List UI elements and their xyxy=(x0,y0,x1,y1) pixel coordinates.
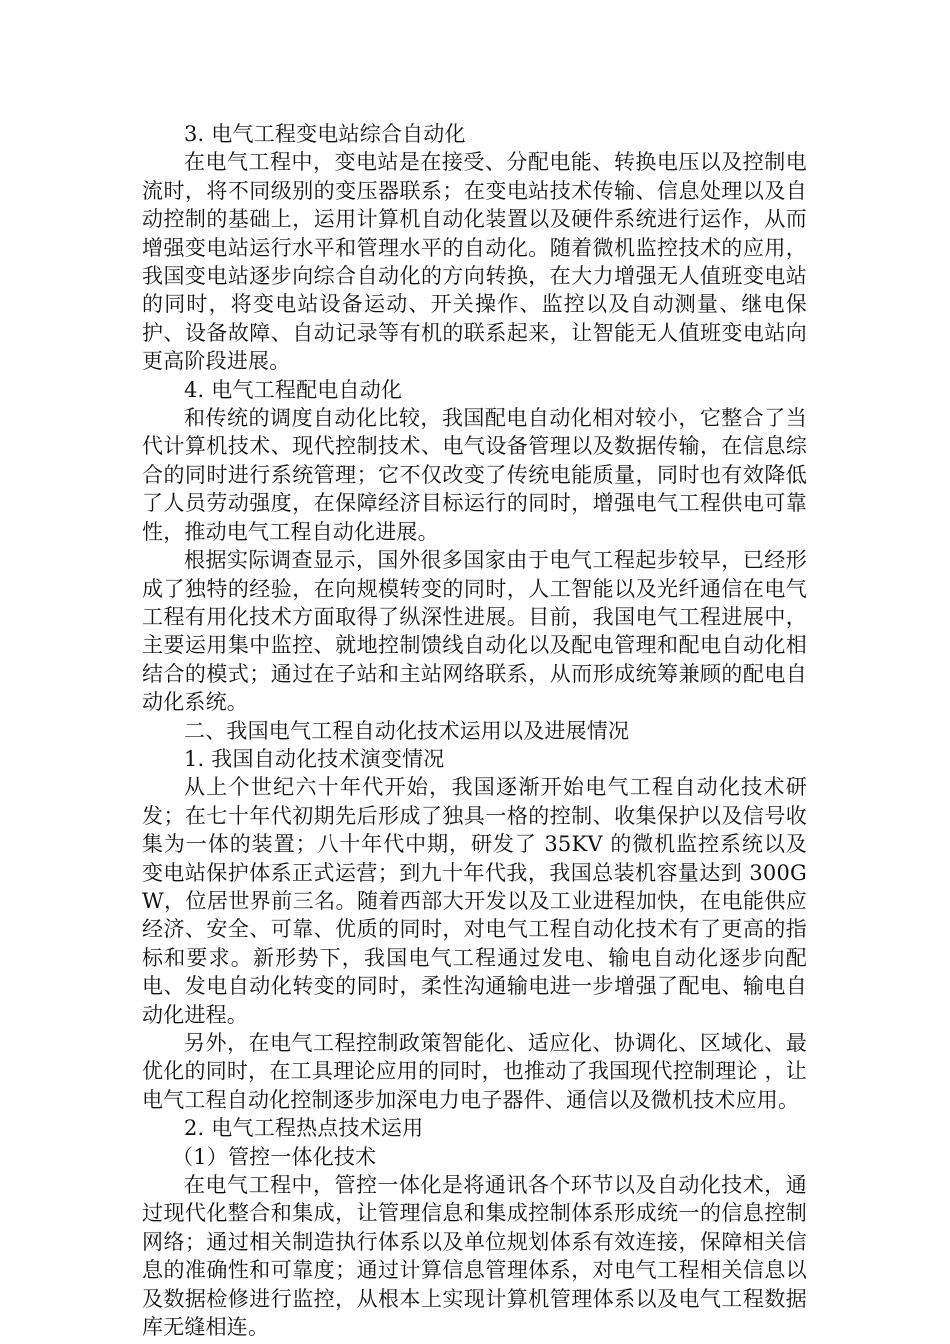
paragraph-evolution-history: 从上个世纪六十年代开始，我国逐渐开始电气工程自动化技术研发；在七十年代初期先后形成了独具一格的控制、收集保护以及信号收集为一体的装置；八十年代中期，研发了 35KV 的微机监控系统以及变电站保护体系正式运营；到九十年代我，我国总装机容量达到 300GW，位居世界前三名。随着西部大开发以及工业进程加快，在电能供应经济、安全、可靠、优质的同时，对电气工程自动化技术有了更高的指标和要求。新形势下，我国电气工程通过发电、输电自动化逐步向配电、发电自动化转变的同时，柔性沟通输电进一步增强了配电、输电自动化进程。 xyxy=(142,775,807,1027)
paragraph-substation-automation: 在电气工程中，变电站是在接受、分配电能、转换电压以及控制电流时，将不同级别的变压器联系；在变电站技术传输、信息处理以及自动控制的基础上，运用计算机自动化装置以及硬件系统进行运作，从而增强变电站运行水平和管理水平的自动化。随着微机监控技术的应用，我国变电站逐步向综合自动化的方向转换，在大力增强无人值班变电站的同时，将变电站设备运动、开关操作、监控以及自动测量、继电保护、设备故障、自动记录等有机的联系起来，让智能无人值班变电站向更高阶段进展。 xyxy=(142,150,807,374)
section-heading-hot-technologies: 2. 电气工程热点技术运用 xyxy=(184,1116,424,1141)
paragraph-control-policy: 另外，在电气工程控制政策智能化、适应化、协调化、区域化、最优化的同时，在工具理论应用的同时，也推动了我国现代控制理论 ，让电气工程自动化控制逐步加深电力电子器件、通信以及微机技术应用。 xyxy=(142,1031,807,1112)
section-heading-evolution: 1. 我国自动化技术演变情况 xyxy=(184,746,445,771)
paragraph-distribution-automation: 和传统的调度自动化比较，我国配电自动化相对较小，它整合了当代计算机技术、现代控制技术、电气设备管理以及数据传输，在信息综合的同时进行系统管理；它不仅改变了传统电能质量，同时也有效降低了人员劳动强度，在保障经济目标运行的同时，增强电气工程供电可靠性，推动电气工程自动化进展。 xyxy=(142,406,807,544)
paragraph-integrated-control: 在电气工程中，管控一体化是将通讯各个环节以及自动化技术，通过现代化整合和集成，让管理信息和集成控制体系形成统一的信息控制网络；通过相关制造执行体系以及单位规划体系有效连接，保障相关信息的准确性和可靠度；通过计算信息管理体系，对电气工程相关信息以及数据检修进行监控，从根本上实现计算机管理体系以及电气工程数据库无缝相连。 xyxy=(142,1173,807,1340)
subsection-heading-integrated-control: （1）管控一体化技术 xyxy=(172,1144,377,1169)
chapter-heading-application-progress: 二、我国电气工程自动化技术运用以及进展情况 xyxy=(184,718,630,743)
paragraph-survey-findings: 根据实际调查显示，国外很多国家由于电气工程起步较早，已经形成了独特的经验，在向规模转变的同时，人工智能以及光纤通信在电气工程有用化技术方面取得了纵深性进展。目前，我国电气工程进展中，主要运用集中监控、就地控制馈线自动化以及配电管理和配电自动化相结合的模式；通过在子站和主站网络联系，从而形成统筹兼顾的配电自动化系统。 xyxy=(142,548,807,715)
section-heading-substation-automation: 3. 电气工程变电站综合自动化 xyxy=(184,122,466,146)
document-page xyxy=(142,120,807,1341)
section-heading-distribution-automation: 4. 电气工程配电自动化 xyxy=(184,377,403,402)
